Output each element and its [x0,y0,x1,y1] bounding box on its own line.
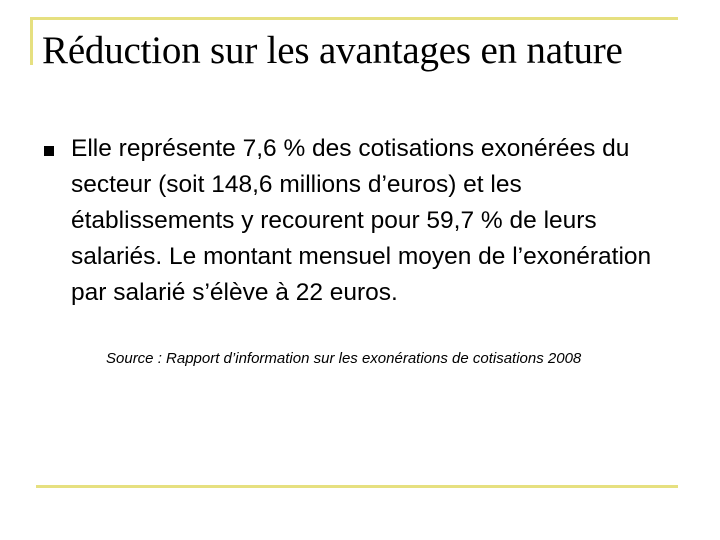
title-frame-top-rule [30,17,678,20]
bottom-rule [36,485,678,488]
square-bullet-icon [44,146,54,156]
title-frame-left-rule [30,17,33,65]
slide-title: Réduction sur les avantages en nature [42,29,623,72]
bullet-item [36,131,686,311]
bullet-list [36,131,686,311]
bullet-text: Elle représente 7,6 % des cotisations exonérées du secteur (soit 148,6 millions d’euros) et les établissements y recourent pour 59,7 % de leurs salariés. Le montant mensuel moyen de l’exonération par salarié s’élève à 22 euros. [71,135,652,306]
source-citation: Source : Rapport d’information sur les exonérations de cotisations 2008 [106,350,582,367]
